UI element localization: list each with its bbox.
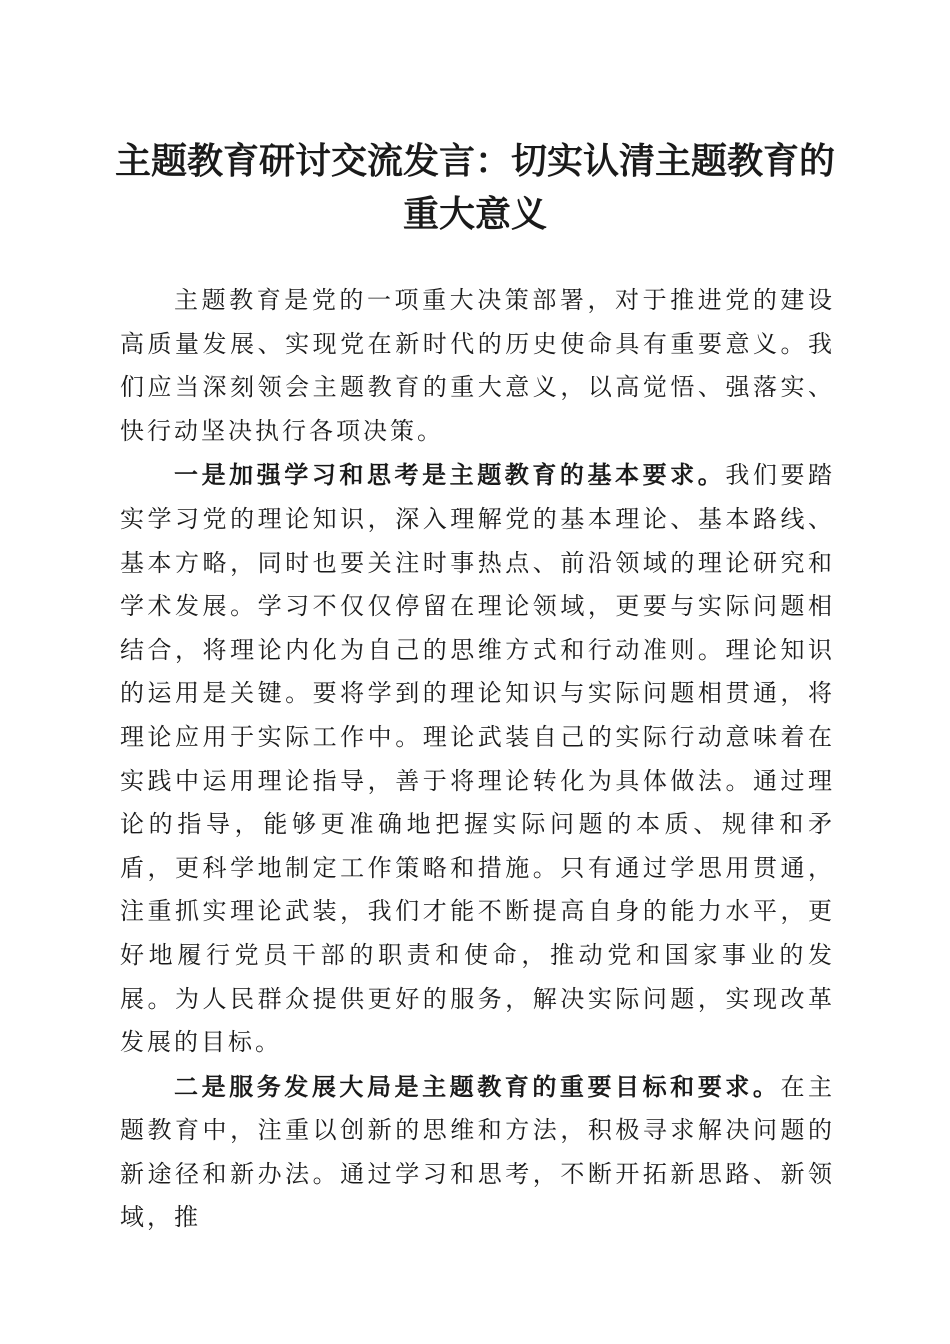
- paragraph-point-two: [120, 1065, 835, 1240]
- paragraph-text: 主题教育是党的一项重大决策部署，对于推进党的建设高质量发展、实现党在新时代的历史使命具有重要意义。我们应当深刻领会主题教育的重大意义，以高觉悟、强落实、快行动坚决执行各项决策。: [120, 286, 835, 445]
- document-body: [120, 278, 835, 1240]
- paragraph-lead: 一是加强学习和思考是主题教育的基本要求。: [174, 460, 726, 490]
- paragraph-lead: 二是服务发展大局是主题教育的重要目标和要求。: [174, 1071, 781, 1101]
- paragraph-point-one: [120, 453, 835, 1064]
- title-line-2: 重大意义: [402, 193, 547, 235]
- paragraph-text: 在主题教育中，注重以创新的思维和方法，积极寻求解决问题的新途径和新办法。通过学习和思考，不断开拓新思路、新领域，推: [120, 1072, 836, 1232]
- document-title: [100, 135, 850, 241]
- title-line-1: 主题教育研讨交流发言：切实认清主题教育的: [114, 140, 835, 182]
- paragraph-intro: [120, 278, 835, 453]
- paragraph-text: 我们要踏实学习党的理论知识，深入理解党的基本理论、基本路线、基本方略，同时也要关注时事热点、前沿领域的理论研究和学术发展。学习不仅仅停留在理论领域，更要与实际问题相结合，将理论内化为自己的思维方式和行动准则。理论知识的运用是关键。要将学到的理论知识与实际问题相贯通，将理论应用于实际工作中。理论武装自己的实际行动意味着在实践中运用理论指导，善于将理论转化为具体做法。通过理论的指导，能够更准确地把握实际问题的本质、规律和矛盾，更科学地制定工作策略和措施。只有通过学思用贯通，注重抓实理论武装，我们才能不断提高自身的能力水平，更好地履行党员干部的职责和使命，推动党和国家事业的发展。为人民群众提供更好的服务，解决实际问题，实现改革发展的目标。: [120, 461, 836, 1057]
